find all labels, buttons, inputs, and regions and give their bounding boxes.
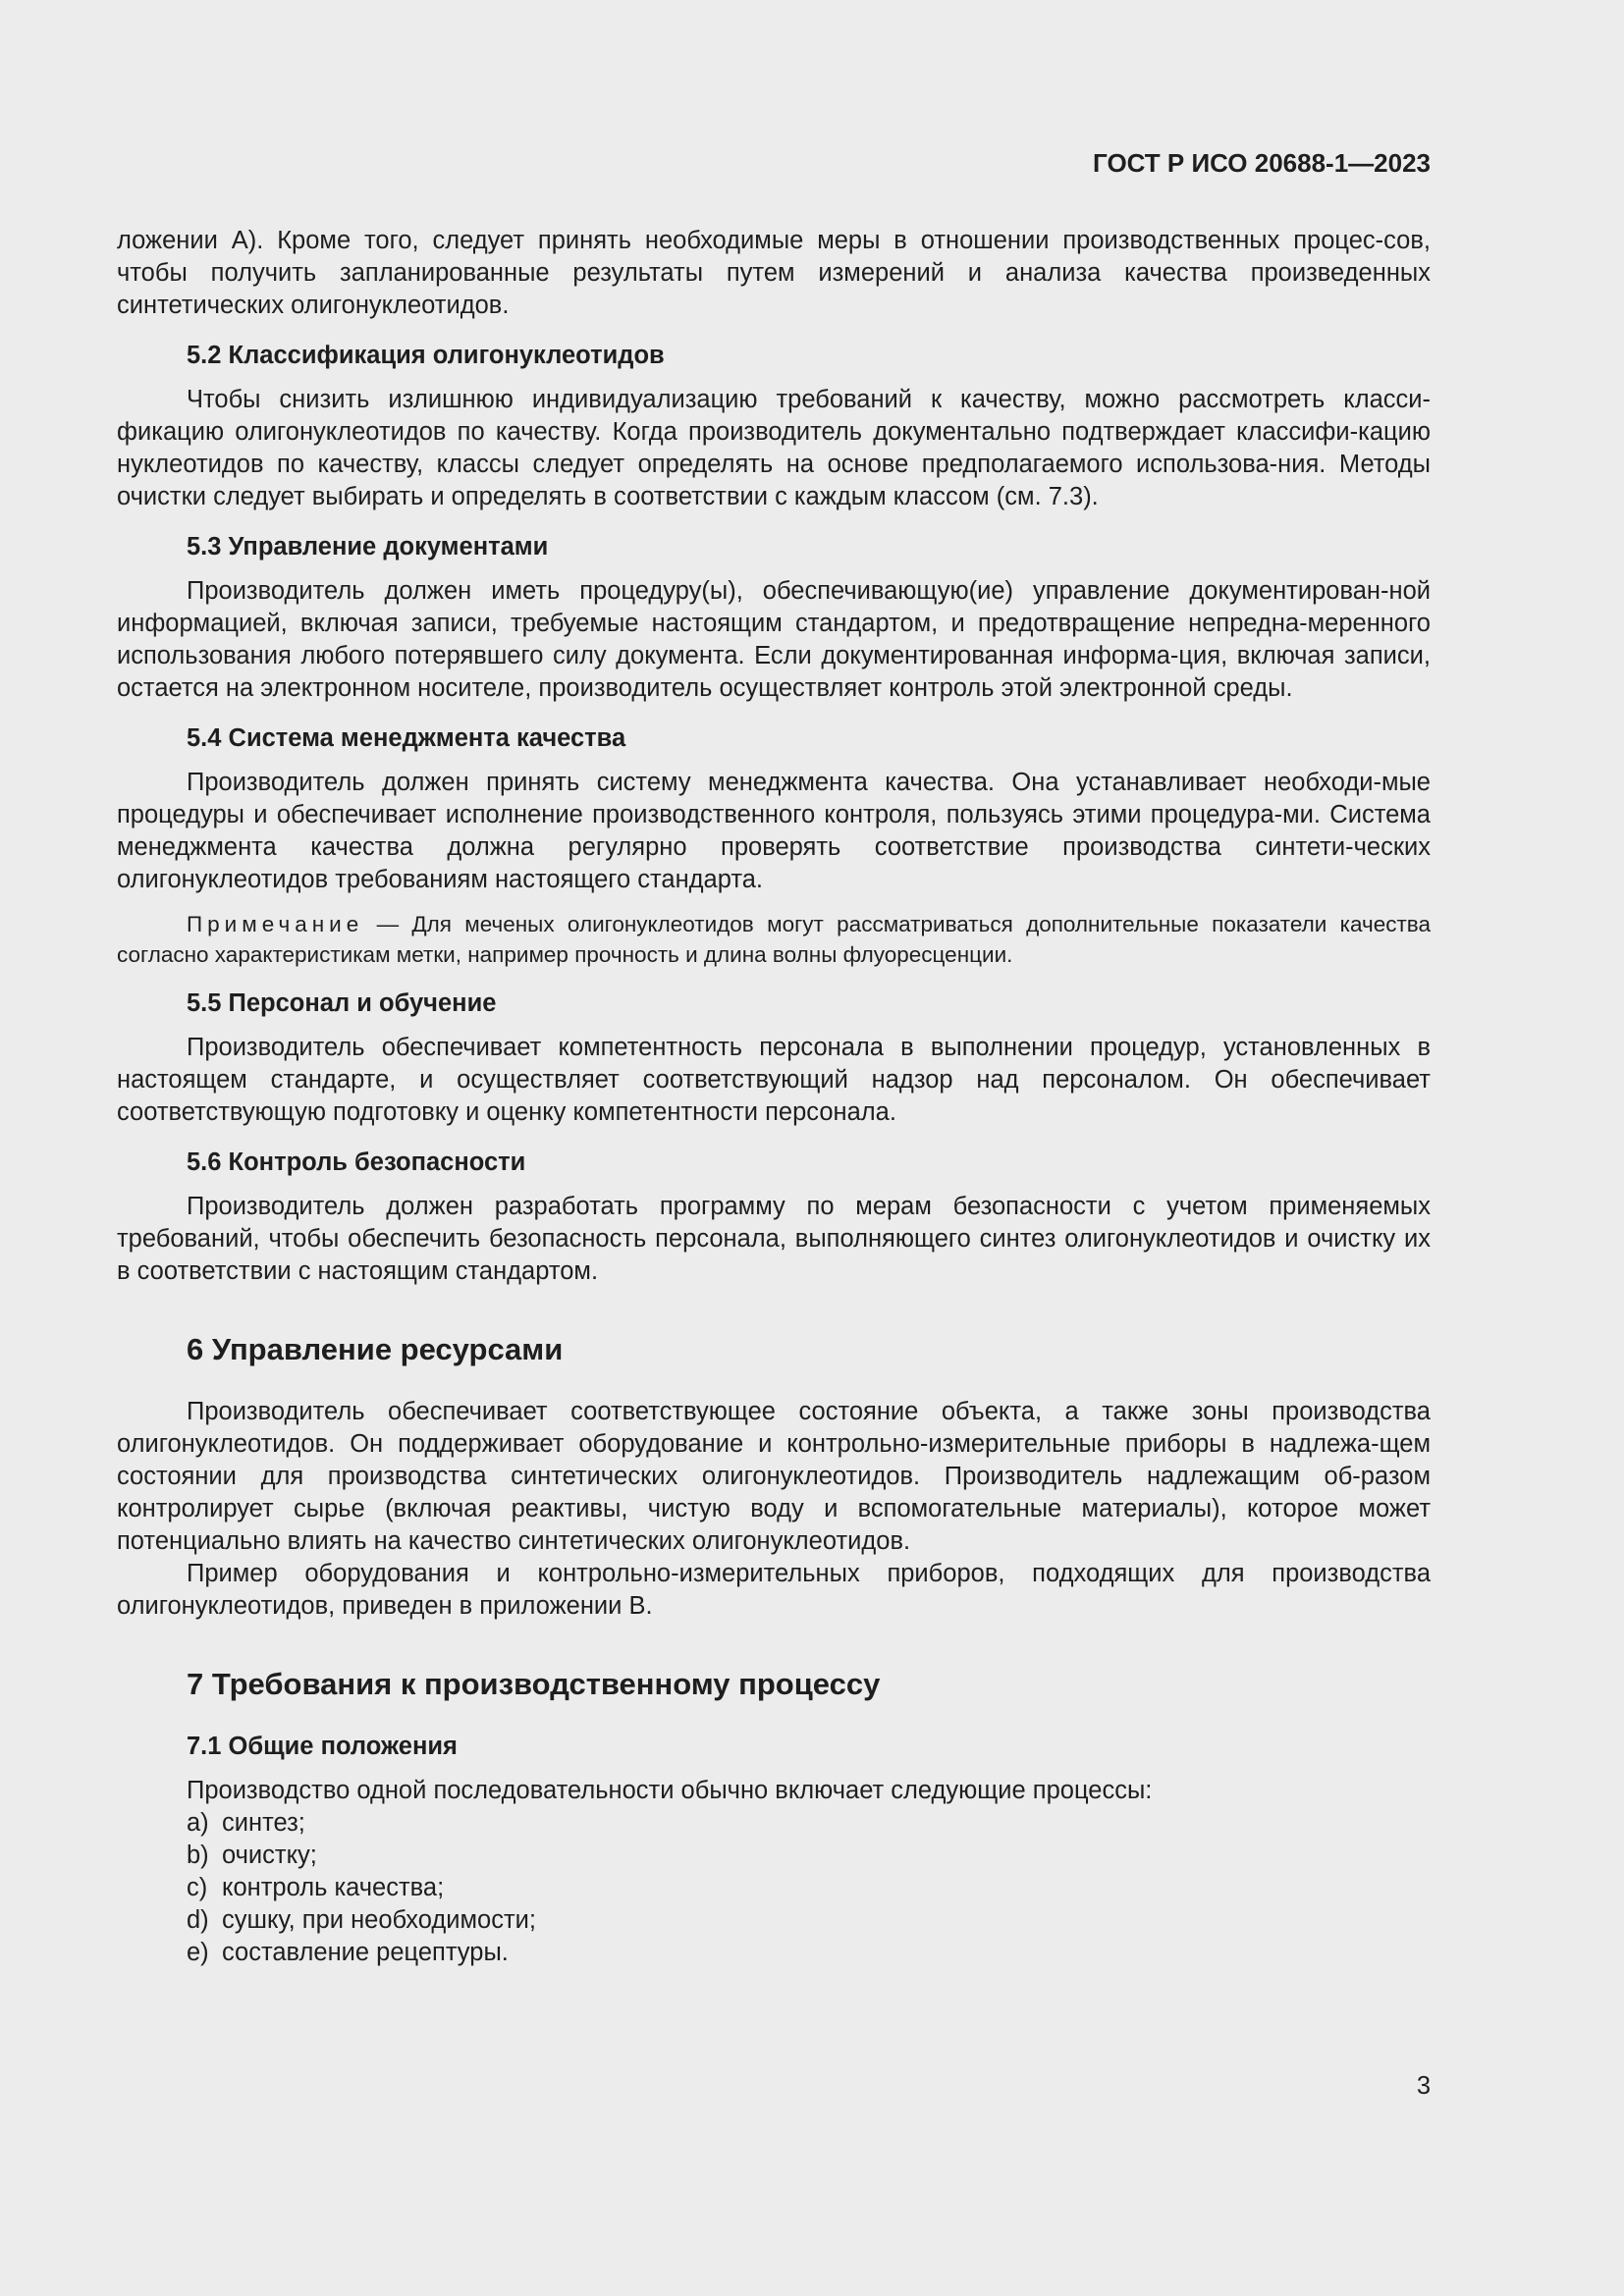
- section-5-2-paragraph: Чтобы снизить излишнюю индивидуализацию требований к качеству, можно рассмотреть класси-фикацию олигонуклеотидов по качеству. Когда производитель документально подтверждает классифи-кацию нуклеотидов по качеству, классы следует определять на основе предполагаемого использова-ния. Методы очистки следует выбирать и определять в соответствии с каждым классом (см. 7.3).: [117, 386, 1431, 510]
- document-body: [117, 225, 1431, 1969]
- section-5-4-note: [117, 909, 1431, 970]
- section-5-5-paragraph: Производитель обеспечивает компетентность персонала в выполнении процедур, установленных в настоящем стандарте, и осуществляет соответствующий надзор над персоналом. Он обеспечивает соответствующую подготовку и оценку компетентности персонала.: [117, 1034, 1431, 1126]
- section-7-1-heading: 7.1 Общие положения: [187, 1733, 458, 1760]
- section-7-heading: 7 Требования к производственному процессу: [187, 1667, 881, 1701]
- intro-paragraph: ложении А). Кроме того, следует принять необходимые меры в отношении производственных процес-сов, чтобы получить запланированные результаты путем измерений и анализа качества произведенных синтетических олигонуклеотидов.: [117, 227, 1431, 319]
- section-5-6-paragraph: Производитель должен разработать программу по мерам безопасности с учетом применяемых требований, чтобы обеспечить безопасность персонала, выполняющего синтез олигонуклеотидов и очистку их в соответствии с настоящим стандартом.: [117, 1193, 1431, 1285]
- section-7-1-paragraph: Производство одной последовательности обычно включает следующие процессы:: [187, 1777, 1153, 1804]
- list-marker: a): [187, 1809, 209, 1837]
- section-5-6-heading: 5.6 Контроль безопасности: [187, 1148, 526, 1176]
- list-item: [187, 1872, 1431, 1904]
- list-item-text: сушку, при необходимости;: [222, 1906, 536, 1934]
- section-5-2-heading: 5.2 Классификация олигонуклеотидов: [187, 342, 665, 369]
- list-marker: d): [187, 1906, 209, 1934]
- list-item: [187, 1840, 1431, 1872]
- section-6-paragraph-1: Производитель обеспечивает соответствующее состояние объекта, а также зоны производства олигонуклеотидов. Он поддерживает оборудование и контрольно-измерительные приборы в надлежа-щем состоянии для производства синтетических олигонуклеотидов. Производитель надлежащим об-разом контролирует сырье (включая реактивы, чистую воду и вспомогательные материалы), которое может потенциально влиять на качество синтетических олигонуклеотидов.: [117, 1398, 1431, 1555]
- list-marker: c): [187, 1874, 208, 1901]
- list-item-text: очистку;: [222, 1842, 317, 1869]
- page-number: 3: [1416, 2072, 1431, 2100]
- process-list: [117, 1807, 1431, 1969]
- section-5-4-heading: 5.4 Система менеджмента качества: [187, 724, 626, 752]
- section-6-paragraph-2: Пример оборудования и контрольно-измерительных приборов, подходящих для производства олигонуклеотидов, приведен в приложении В.: [117, 1560, 1431, 1620]
- list-item: [187, 1807, 1431, 1840]
- note-text: — Для меченых олигонуклеотидов могут рассматриваться дополнительные показатели качества согласно характеристикам метки, например прочность и длина волны флуоресценции.: [117, 912, 1431, 967]
- list-item-text: составление рецептуры.: [222, 1939, 509, 1966]
- list-item: [187, 1904, 1431, 1937]
- list-marker: b): [187, 1842, 209, 1869]
- list-item: [187, 1937, 1431, 1969]
- note-label: Примечание: [187, 912, 364, 936]
- list-item-text: контроль качества;: [222, 1874, 445, 1901]
- list-marker: e): [187, 1939, 209, 1966]
- section-5-3-heading: 5.3 Управление документами: [187, 533, 549, 561]
- document-header: ГОСТ Р ИСО 20688-1—2023: [1093, 148, 1431, 178]
- section-6-heading: 6 Управление ресурсами: [187, 1332, 564, 1366]
- section-5-5-heading: 5.5 Персонал и обучение: [187, 989, 497, 1017]
- section-5-3-paragraph: Производитель должен иметь процедуру(ы), обеспечивающую(ие) управление документирован-ной информацией, включая записи, требуемые настоящим стандартом, и предотвращение непредна-меренного использования любого потерявшего силу документа. Если документированная информа-ция, включая записи, остается на электронном носителе, производитель осуществляет контроль этой электронной среды.: [117, 577, 1431, 702]
- list-item-text: синтез;: [222, 1809, 305, 1837]
- section-5-4-paragraph: Производитель должен принять систему менеджмента качества. Она устанавливает необходи-мые процедуры и обеспечивает исполнение производственного контроля, пользуясь этими процедура-ми. Система менеджмента качества должна регулярно проверять соответствие производства синтети-ческих олигонуклеотидов требованиям настоящего стандарта.: [117, 769, 1431, 893]
